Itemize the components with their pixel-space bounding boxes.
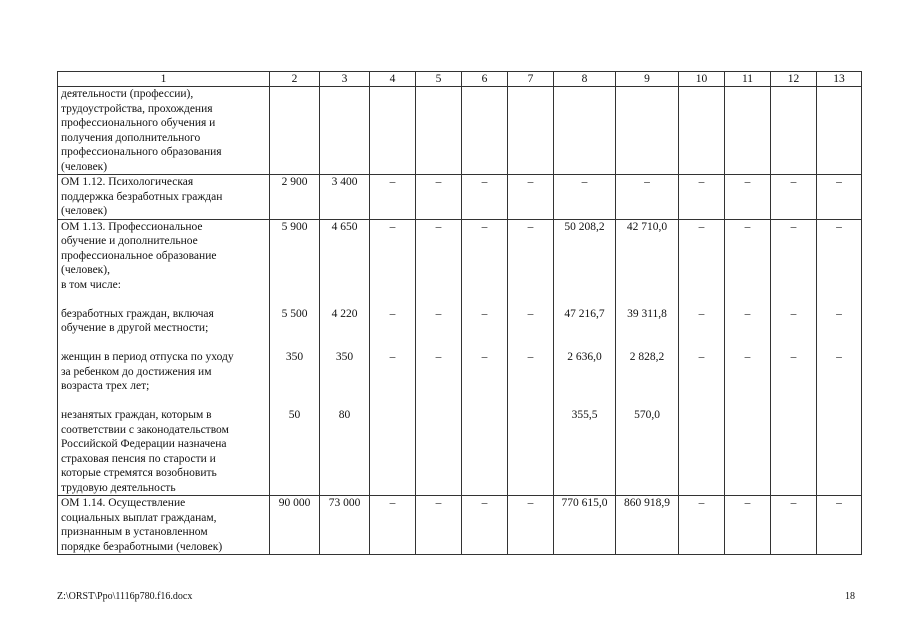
table-cell bbox=[771, 219, 817, 496]
cell-value: – bbox=[527, 220, 534, 233]
cell-value: – bbox=[481, 307, 488, 320]
table-cell bbox=[771, 175, 817, 220]
column-header: 7 bbox=[508, 72, 554, 87]
cell-value bbox=[419, 87, 458, 174]
cell-value bbox=[465, 87, 504, 174]
cell-value: – bbox=[836, 307, 842, 320]
table-cell bbox=[416, 175, 462, 220]
cell-value: – bbox=[790, 176, 797, 188]
table-cell bbox=[554, 175, 616, 220]
table-cell bbox=[416, 496, 462, 555]
cell-value bbox=[511, 408, 550, 495]
cell-value bbox=[511, 87, 550, 174]
table-cell bbox=[270, 496, 320, 555]
table-cell bbox=[508, 496, 554, 555]
cell-value: – bbox=[744, 220, 751, 233]
column-header: 10 bbox=[679, 72, 725, 87]
table-cell bbox=[462, 87, 508, 175]
cell-value bbox=[419, 408, 458, 495]
cell-value: 3 400 bbox=[331, 176, 358, 188]
cell-value bbox=[682, 408, 721, 495]
cell-value: 5 500 bbox=[281, 307, 308, 320]
cell-value: – bbox=[389, 351, 396, 363]
table-cell bbox=[725, 219, 771, 496]
table-cell bbox=[817, 175, 862, 220]
table-cell bbox=[679, 175, 725, 220]
cell-value: 350 bbox=[285, 351, 304, 363]
table-cell bbox=[462, 219, 508, 496]
cell-value: 570,0 bbox=[634, 409, 660, 421]
cell-value: 5 900 bbox=[281, 220, 308, 233]
column-number-row bbox=[58, 72, 862, 87]
column-header: 5 bbox=[416, 72, 462, 87]
table-cell bbox=[679, 219, 725, 496]
cell-value: – bbox=[744, 497, 751, 509]
cell-value: – bbox=[435, 176, 442, 188]
column-header: 9 bbox=[616, 72, 679, 87]
cell-value bbox=[273, 87, 316, 174]
cell-value: – bbox=[481, 176, 488, 188]
cell-value: – bbox=[790, 497, 797, 509]
table-cell bbox=[554, 219, 616, 496]
table-cell bbox=[370, 496, 416, 555]
table-cell bbox=[320, 496, 370, 555]
column-header: 8 bbox=[554, 72, 616, 87]
column-header: 1 bbox=[58, 72, 270, 87]
row-label: ОМ 1.12. Психологическая поддержка безработных граждан (человек) bbox=[61, 176, 223, 217]
cell-value bbox=[323, 87, 366, 174]
table-cell bbox=[771, 496, 817, 555]
table-cell bbox=[616, 175, 679, 220]
table-cell bbox=[462, 175, 508, 220]
row-label: деятельности (профессии), трудоустройства, прохождения профессионального обучения и получения дополнительного профессионального образования (человек) bbox=[61, 88, 222, 173]
cell-value: – bbox=[389, 497, 396, 509]
cell-value: 80 bbox=[338, 409, 351, 421]
cell-value: 73 000 bbox=[328, 497, 361, 509]
table-cell bbox=[270, 219, 320, 496]
cell-value: 42 710,0 bbox=[626, 220, 668, 233]
cell-value: – bbox=[435, 497, 442, 509]
footer-file-path: Z:\ORST\Ppo\1116p780.f16.docx bbox=[57, 591, 193, 602]
cell-value: – bbox=[435, 307, 442, 320]
budget-table bbox=[57, 71, 862, 555]
table-cell bbox=[320, 175, 370, 220]
cell-value: – bbox=[836, 497, 842, 509]
table-cell bbox=[270, 175, 320, 220]
cell-value: – bbox=[481, 220, 488, 233]
table-cell bbox=[554, 87, 616, 175]
cell-value: – bbox=[389, 307, 396, 320]
cell-value: – bbox=[836, 220, 842, 233]
table-cell bbox=[771, 87, 817, 175]
cell-value: – bbox=[698, 307, 705, 320]
row-label: ОМ 1.13. Профессиональное обучение и дополнительное профессиональное образование (человек), в том числе: bbox=[61, 220, 217, 291]
cell-value bbox=[465, 408, 504, 495]
table-cell bbox=[554, 496, 616, 555]
cell-value: – bbox=[698, 176, 705, 188]
cell-value: – bbox=[790, 220, 797, 233]
cell-value: – bbox=[744, 176, 751, 188]
cell-value: – bbox=[527, 307, 534, 320]
cell-value: – bbox=[790, 307, 797, 320]
cell-value bbox=[728, 87, 767, 174]
cell-value: 39 311,8 bbox=[627, 307, 667, 320]
column-header: 3 bbox=[320, 72, 370, 87]
cell-value: – bbox=[644, 176, 650, 188]
table-body bbox=[58, 72, 862, 555]
table-cell bbox=[508, 175, 554, 220]
cell-value bbox=[728, 408, 767, 495]
cell-value: – bbox=[790, 351, 797, 363]
column-header: 6 bbox=[462, 72, 508, 87]
table-cell bbox=[508, 87, 554, 175]
cell-value bbox=[373, 408, 412, 495]
om-1-14-row bbox=[58, 496, 862, 555]
row-label: женщин в период отпуска по уходу за ребенком до достижения им возраста трех лет; bbox=[61, 351, 234, 392]
cell-value: – bbox=[744, 307, 751, 320]
cell-value: – bbox=[698, 220, 705, 233]
cell-value: 4 650 bbox=[331, 220, 358, 233]
cell-value: – bbox=[836, 176, 842, 188]
table-cell bbox=[370, 87, 416, 175]
cell-value: 860 918,9 bbox=[624, 497, 670, 509]
column-header: 11 bbox=[725, 72, 771, 87]
table-cell bbox=[508, 219, 554, 496]
cell-value: 4 220 bbox=[331, 307, 358, 320]
cell-value: – bbox=[389, 176, 396, 188]
cell-value: – bbox=[744, 351, 751, 363]
column-header: 12 bbox=[771, 72, 817, 87]
cell-value: 2 636,0 bbox=[567, 351, 602, 363]
table-cell bbox=[320, 219, 370, 496]
cell-value bbox=[557, 87, 612, 174]
cell-value: – bbox=[527, 176, 534, 188]
cell-value: – bbox=[527, 497, 534, 509]
cell-value: 770 615,0 bbox=[561, 497, 608, 509]
cell-value: – bbox=[389, 220, 396, 233]
table-cell bbox=[725, 87, 771, 175]
row-label: незанятых граждан, которым в соответствии с законодательством Российской Федерации назначена страховая пенсия по старости и которые стремятся возобновить трудовую деятельность bbox=[61, 409, 229, 494]
cell-value: 355,5 bbox=[571, 409, 598, 421]
cell-value: – bbox=[698, 351, 705, 363]
cell-value: – bbox=[527, 351, 534, 363]
table-cell bbox=[370, 219, 416, 496]
cell-value: 47 216,7 bbox=[564, 307, 605, 320]
row-label-cell bbox=[58, 175, 270, 220]
om-1-13-row bbox=[58, 219, 862, 496]
table-cell bbox=[817, 87, 862, 175]
table-cell bbox=[817, 496, 862, 555]
column-header: 2 bbox=[270, 72, 320, 87]
row-label: ОМ 1.14. Осуществление социальных выплат гражданам, признанным в установленном порядке безработными (человек) bbox=[61, 497, 223, 553]
cell-value bbox=[820, 408, 858, 495]
cell-value: – bbox=[481, 497, 488, 509]
cell-value: – bbox=[435, 351, 442, 363]
row-label: безработных граждан, включая обучение в другой местности; bbox=[61, 307, 214, 334]
column-header: 4 bbox=[370, 72, 416, 87]
om-1-12-row bbox=[58, 175, 862, 220]
table-cell bbox=[320, 87, 370, 175]
table-cell bbox=[616, 496, 679, 555]
cell-value: 350 bbox=[335, 351, 354, 363]
page-number: 18 bbox=[845, 591, 855, 602]
table-cell bbox=[616, 87, 679, 175]
cell-value bbox=[682, 87, 721, 174]
cell-value: 2 828,2 bbox=[629, 351, 665, 363]
cell-value: 2 900 bbox=[281, 176, 308, 188]
table-cell bbox=[370, 175, 416, 220]
table-cell bbox=[679, 496, 725, 555]
table-cell bbox=[616, 219, 679, 496]
table-cell bbox=[679, 87, 725, 175]
cell-value: – bbox=[698, 497, 705, 509]
table-cell bbox=[270, 87, 320, 175]
continuation-row bbox=[58, 87, 862, 175]
cell-value bbox=[820, 87, 858, 174]
cell-value: – bbox=[836, 351, 842, 363]
cell-value: – bbox=[481, 351, 488, 363]
row-label-cell bbox=[58, 496, 270, 555]
cell-value: – bbox=[581, 176, 588, 188]
table-cell bbox=[725, 496, 771, 555]
row-label-cell bbox=[58, 219, 270, 496]
cell-value: 90 000 bbox=[278, 497, 311, 509]
cell-value bbox=[774, 87, 813, 174]
row-label-cell bbox=[58, 87, 270, 175]
cell-value: 50 bbox=[288, 409, 301, 421]
table-cell bbox=[462, 496, 508, 555]
column-header: 13 bbox=[817, 72, 862, 87]
cell-value: – bbox=[435, 220, 442, 233]
cell-value bbox=[373, 87, 412, 174]
table-cell bbox=[817, 219, 862, 496]
table-cell bbox=[725, 175, 771, 220]
table-cell bbox=[416, 219, 462, 496]
cell-value bbox=[619, 87, 675, 174]
table-cell bbox=[416, 87, 462, 175]
cell-value bbox=[774, 408, 813, 495]
cell-value: 50 208,2 bbox=[564, 220, 605, 233]
